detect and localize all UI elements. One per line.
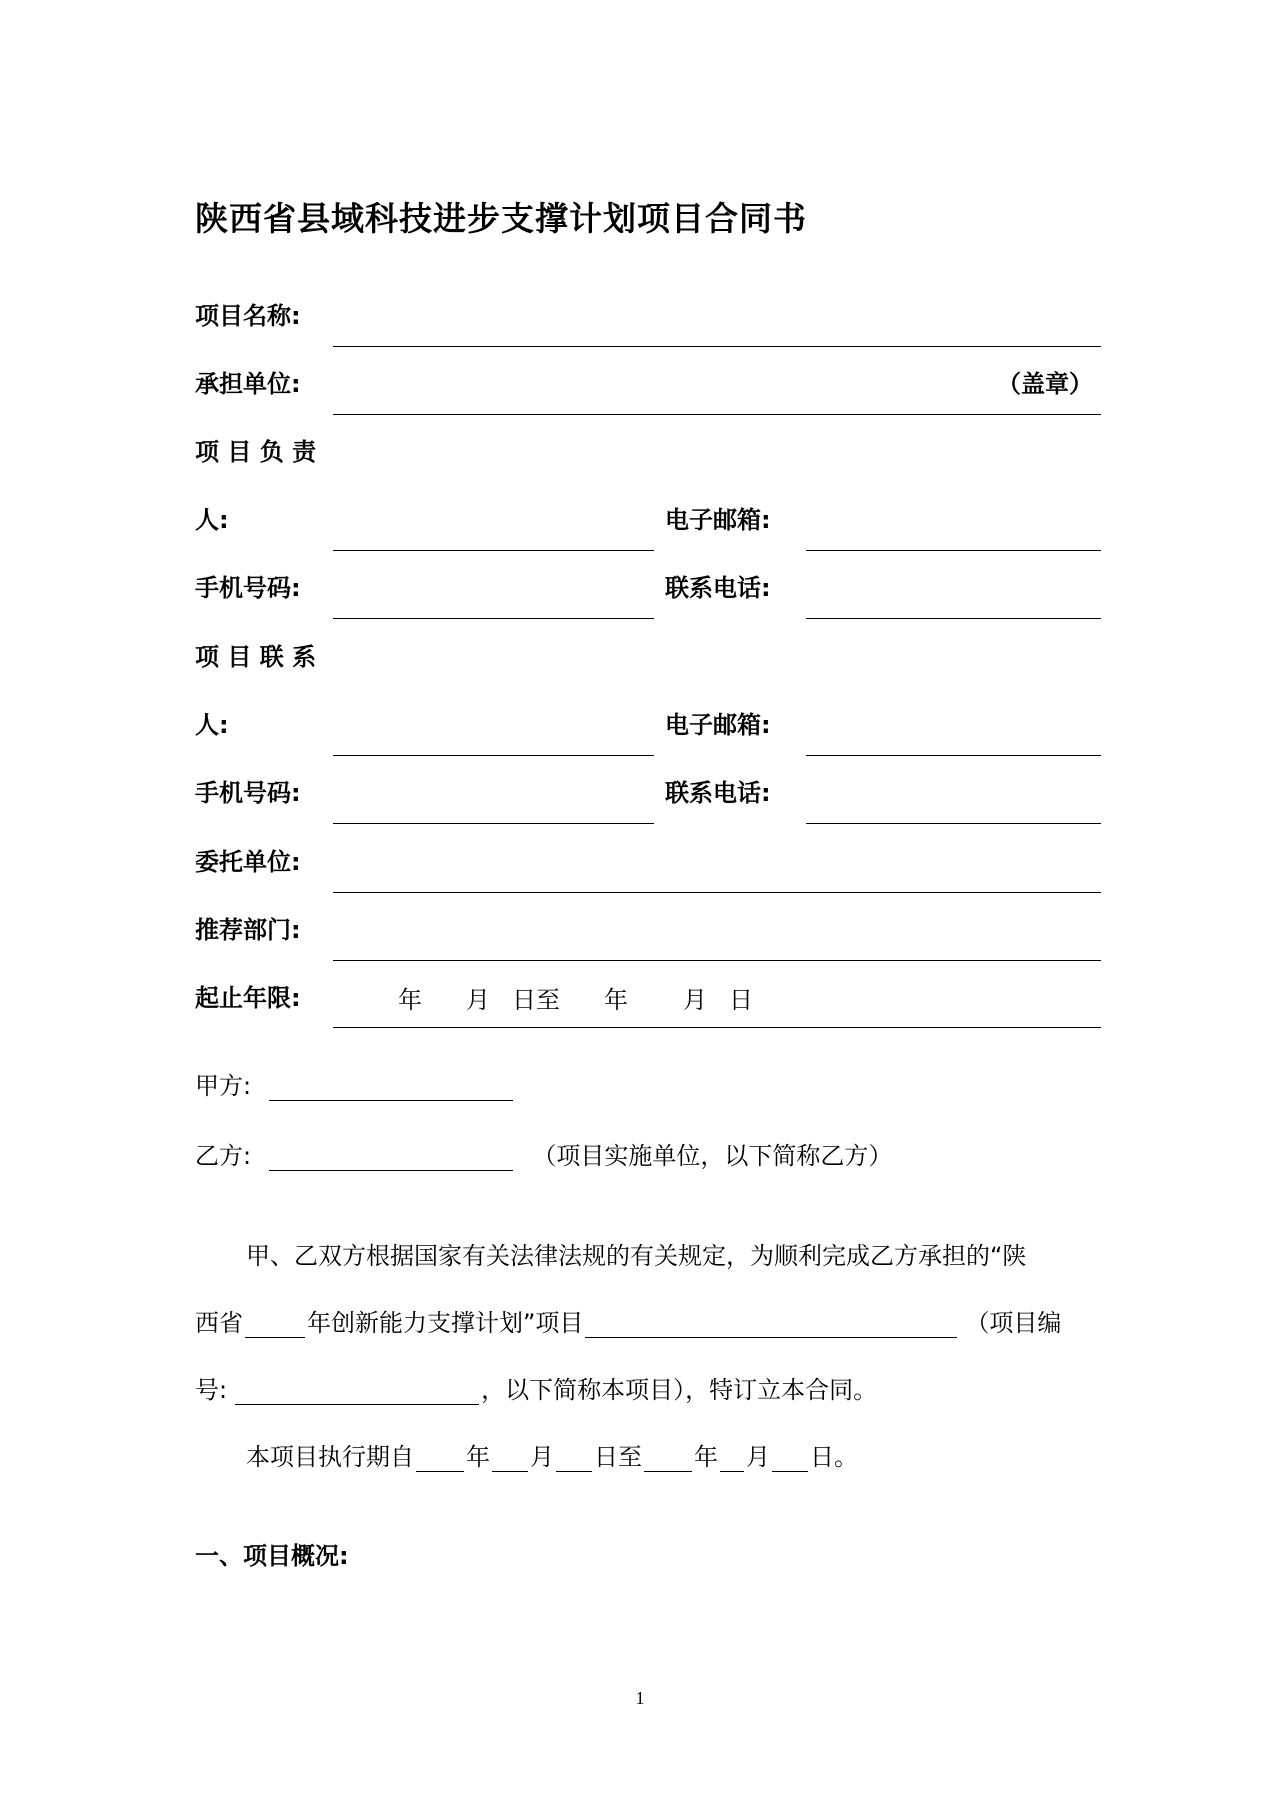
- text-segment: 号:: [195, 1376, 228, 1404]
- start-month-blank[interactable]: [492, 1447, 528, 1472]
- text-segment: 日。: [810, 1443, 858, 1471]
- text-segment: ，以下简称本项目），特订立本合同。: [481, 1376, 878, 1404]
- undertaking-unit-field[interactable]: [333, 414, 1101, 415]
- period-label: 起止年限:: [195, 984, 301, 1012]
- leader-email-field[interactable]: [806, 550, 1101, 551]
- year-blank[interactable]: [245, 1313, 305, 1338]
- page-number: 1: [635, 1688, 645, 1708]
- period-field[interactable]: [333, 1027, 1101, 1028]
- recommend-dept-field[interactable]: [333, 960, 1101, 961]
- document-title: 陕西省县域科技进步支撑计划项目合同书: [195, 199, 807, 238]
- text-segment: 日至: [594, 1443, 642, 1471]
- project-number-blank[interactable]: [235, 1380, 479, 1405]
- period-month-end: 月: [683, 986, 707, 1014]
- text-segment: 西省: [195, 1309, 243, 1337]
- text-segment: 年创新能力支撑计划”项目: [307, 1309, 584, 1337]
- leader-email-label: 电子邮箱:: [665, 506, 771, 534]
- period-month-start: 月: [466, 986, 490, 1014]
- section-heading-overview: 一、项目概况:: [195, 1542, 349, 1570]
- contact-phone-label: 联系电话:: [665, 779, 771, 807]
- recommend-dept-label: 推荐部门:: [195, 916, 301, 944]
- leader-mobile-field[interactable]: [333, 618, 654, 619]
- entrust-unit-label: 委托单位:: [195, 848, 301, 876]
- paragraph-1-line-3: [195, 1370, 877, 1405]
- project-name-field[interactable]: [333, 346, 1101, 347]
- contact-mobile-field[interactable]: [333, 823, 654, 824]
- period-day-end: 日: [729, 986, 753, 1014]
- leader-mobile-label: 手机号码:: [195, 574, 301, 602]
- end-month-blank[interactable]: [720, 1447, 744, 1472]
- end-day-blank[interactable]: [772, 1447, 808, 1472]
- project-name-label: 项目名称:: [195, 302, 301, 330]
- project-contact-label: 项 目 联 系: [195, 643, 317, 671]
- text-segment: 月: [530, 1443, 554, 1471]
- text-segment: 年: [694, 1443, 718, 1471]
- paragraph-1-line-2: [195, 1303, 1061, 1338]
- leader-phone-label: 联系电话:: [665, 574, 771, 602]
- start-year-blank[interactable]: [416, 1447, 464, 1472]
- leader-phone-field[interactable]: [806, 618, 1101, 619]
- project-leader-label-cont: 人:: [195, 506, 229, 534]
- party-b-field[interactable]: [269, 1146, 513, 1171]
- seal-label: （盖章）: [997, 370, 1093, 398]
- project-contact-label-cont: 人:: [195, 711, 229, 739]
- contact-mobile-label: 手机号码:: [195, 779, 301, 807]
- entrust-unit-field[interactable]: [333, 892, 1101, 893]
- party-b-label: 乙方:: [195, 1142, 252, 1170]
- text-segment: 月: [746, 1443, 770, 1471]
- text-segment: 年: [466, 1443, 490, 1471]
- text-segment: （项目编: [965, 1309, 1062, 1337]
- contact-email-field[interactable]: [806, 755, 1101, 756]
- undertaking-unit-label: 承担单位:: [195, 370, 301, 398]
- party-a-field[interactable]: [269, 1076, 513, 1101]
- start-day-blank[interactable]: [556, 1447, 592, 1472]
- period-year-start: 年: [398, 986, 422, 1014]
- paragraph-2: [246, 1437, 858, 1472]
- end-year-blank[interactable]: [644, 1447, 692, 1472]
- paragraph-1-line-1: 甲、乙双方根据国家有关法律法规的有关规定，为顺利完成乙方承担的“陕: [246, 1242, 1027, 1270]
- contact-phone-field[interactable]: [806, 823, 1101, 824]
- party-b: [195, 1136, 892, 1171]
- party-a-label: 甲方:: [195, 1072, 252, 1100]
- party-a: [195, 1066, 515, 1101]
- period-year-end: 年: [604, 986, 628, 1014]
- project-leader-label: 项 目 负 责: [195, 438, 317, 466]
- project-contact-field[interactable]: [333, 755, 654, 756]
- text-segment: 本项目执行期自: [246, 1443, 414, 1471]
- project-name-blank[interactable]: [585, 1313, 957, 1338]
- contact-email-label: 电子邮箱:: [665, 711, 771, 739]
- period-day-start: 日至: [512, 986, 560, 1014]
- party-b-note: （项目实施单位，以下简称乙方）: [532, 1142, 893, 1170]
- project-leader-field[interactable]: [333, 550, 654, 551]
